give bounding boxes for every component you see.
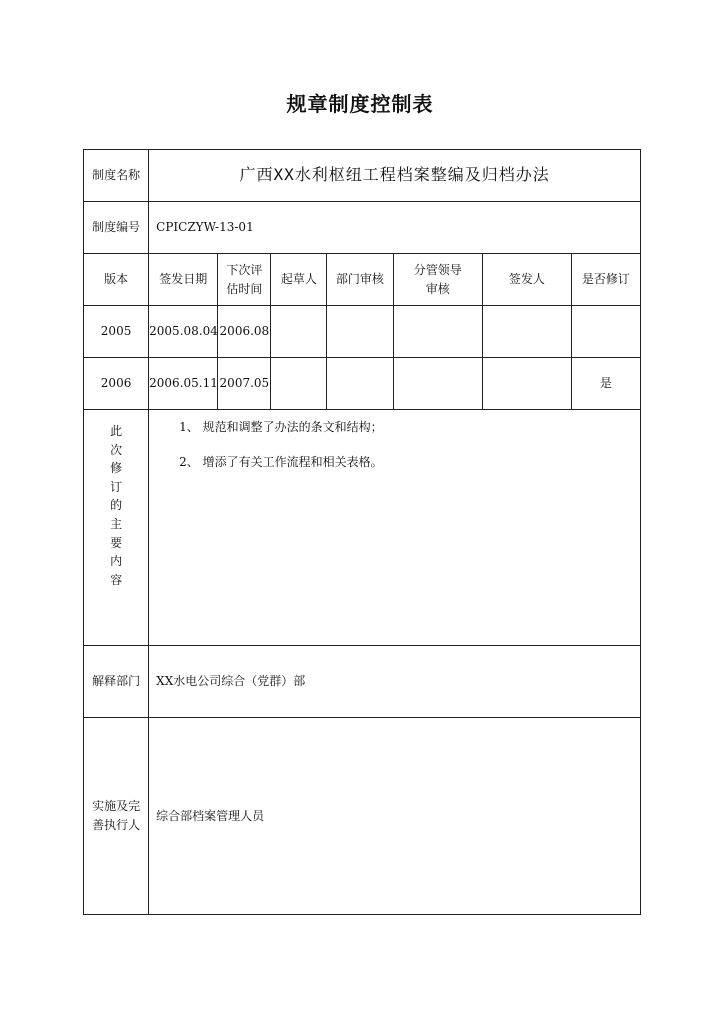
- header-next-review: [218, 254, 271, 306]
- revision-label: [84, 410, 149, 646]
- leader-review-cell: [393, 306, 483, 358]
- table-row: [84, 306, 641, 358]
- revision-label-char: 主: [110, 516, 123, 531]
- revision-label-char: 此: [110, 424, 123, 438]
- next-review-cell: 2007.05: [218, 358, 271, 410]
- table-row: [84, 358, 641, 410]
- document-title: 规章制度控制表: [286, 92, 434, 116]
- interpret-label: 解释部门: [84, 646, 149, 718]
- dept-review-cell: [327, 306, 393, 358]
- implement-value: 综合部档案管理人员: [149, 718, 641, 915]
- implement-label-line2: 善执行人: [92, 818, 141, 832]
- drafter-cell: [271, 306, 327, 358]
- revision-item: 2、 增添了有关工作流程和相关表格。: [179, 455, 383, 469]
- revision-label-char: 的: [110, 498, 123, 513]
- interpret-value: XX水电公司综合（党群）部: [149, 646, 641, 718]
- next-review-cell: 2006.08: [218, 306, 271, 358]
- code-label: 制度编号: [84, 202, 149, 254]
- version-cell: 2005: [84, 306, 149, 358]
- header-dept-review: 部门审核: [327, 254, 393, 306]
- header-issuer: 签发人: [483, 254, 572, 306]
- issue-date-cell: 2005.08.04: [149, 306, 218, 358]
- revised-cell: 是: [571, 358, 640, 410]
- name-label: 制度名称: [84, 150, 149, 202]
- revision-row: [84, 410, 641, 646]
- implement-label: [84, 718, 149, 915]
- header-revised: 是否修订: [571, 254, 640, 306]
- dept-review-cell: [327, 358, 393, 410]
- revision-item: 1、 规范和调整了办法的条文和结构；: [179, 420, 383, 434]
- name-row: [84, 150, 641, 202]
- regulation-name: 广西XX水利枢纽工程档案整编及归档办法: [149, 150, 641, 202]
- regulation-code: CPICZYW-13-01: [149, 202, 641, 254]
- header-row: [84, 254, 641, 306]
- header-leader-review: [393, 254, 483, 306]
- revision-label-char: 修: [110, 461, 123, 476]
- revision-label-char: 内: [110, 554, 123, 569]
- header-version: 版本: [84, 254, 149, 306]
- header-next-review-line1: 下次评: [226, 262, 263, 277]
- header-leader-review-line2: 审核: [425, 281, 450, 296]
- revision-label-char: 次: [110, 442, 123, 457]
- drafter-cell: [271, 358, 327, 410]
- leader-review-cell: [393, 358, 483, 410]
- code-row: [84, 202, 641, 254]
- control-table: [83, 149, 641, 915]
- header-issue-date: 签发日期: [149, 254, 218, 306]
- implement-row: [84, 718, 641, 915]
- revision-label-char: 要: [110, 535, 123, 550]
- header-drafter: 起草人: [271, 254, 327, 306]
- implement-label-line1: 实施及完: [92, 799, 141, 814]
- issuer-cell: [483, 358, 572, 410]
- revised-cell: [571, 306, 640, 358]
- header-next-review-line2: 估时间: [226, 281, 263, 296]
- issue-date-cell: 2006.05.11: [149, 358, 218, 410]
- interpret-row: [84, 646, 641, 718]
- revision-label-char: 容: [110, 572, 123, 587]
- version-cell: 2006: [84, 358, 149, 410]
- header-leader-review-line1: 分管领导: [413, 262, 462, 277]
- issuer-cell: [483, 306, 572, 358]
- revision-content: [149, 410, 641, 646]
- revision-label-char: 订: [110, 479, 123, 494]
